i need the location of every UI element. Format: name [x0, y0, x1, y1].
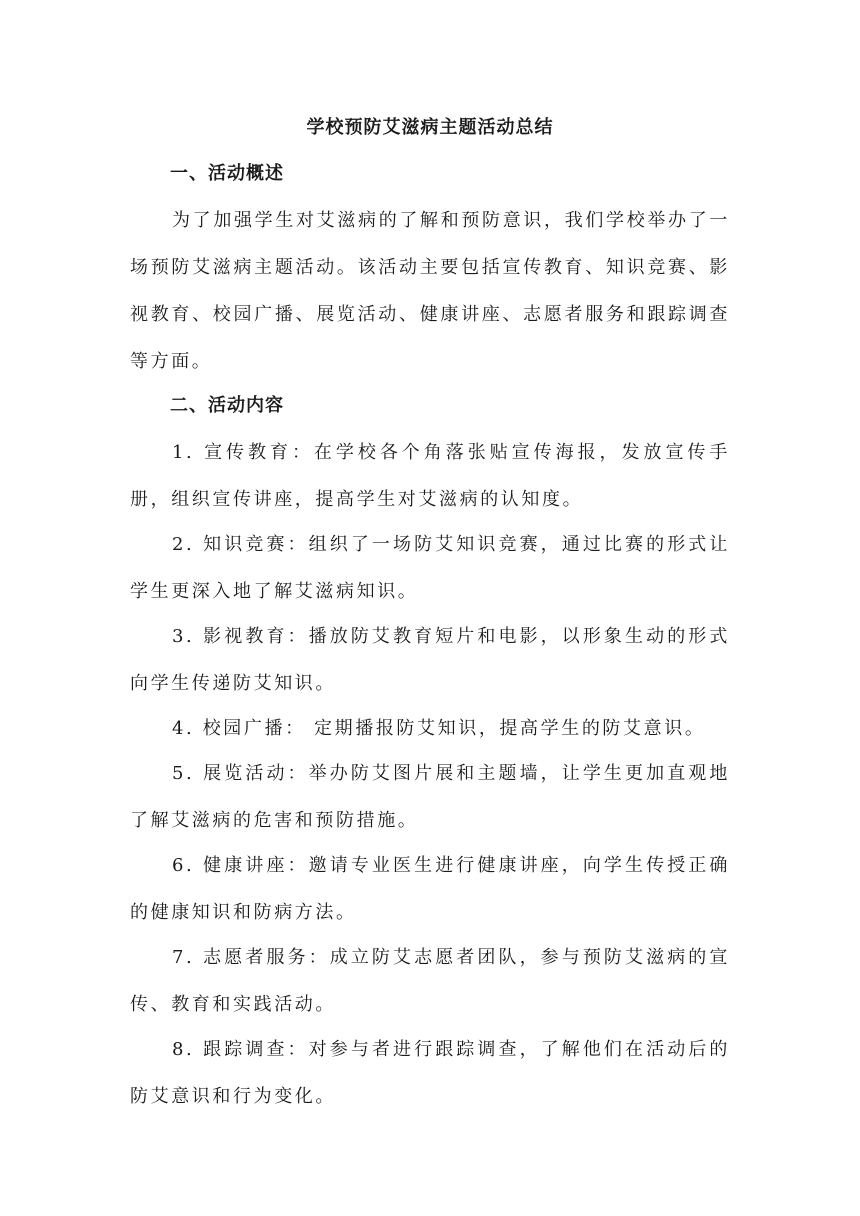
section-heading-content: 二、活动内容 — [170, 395, 284, 416]
document-title: 学校预防艾滋病主题活动总结 — [306, 117, 554, 138]
paragraph-item-7: 7. 志愿者服务：成立防艾志愿者团队，参与预防艾滋病的宣传、教育和实践活动。 — [130, 947, 730, 1015]
paragraph-item-1: 1. 宣传教育：在学校各个角落张贴宣传海报，发放宣传手册，组织宣传讲座，提高学生对艾滋病的认知度。 — [130, 442, 730, 510]
section-heading-overview: 一、活动概述 — [170, 163, 284, 184]
paragraph-item-5: 5. 展览活动：举办防艾图片展和主题墙，让学生更加直观地了解艾滋病的危害和预防措施。 — [130, 763, 730, 831]
paragraph-item-6: 6. 健康讲座：邀请专业医生进行健康讲座，向学生传授正确的健康知识和防病方法。 — [130, 855, 730, 923]
paragraph-item-8: 8. 跟踪调查：对参与者进行跟踪调查，了解他们在活动后的防艾意识和行为变化。 — [130, 1039, 730, 1107]
paragraph-overview: 为了加强学生对艾滋病的了解和预防意识，我们学校举办了一场预防艾滋病主题活动。该活动主要包括宣传教育、知识竞赛、影视教育、校园广播、展览活动、健康讲座、志愿者服务和跟踪调查等方面。 — [130, 210, 730, 372]
paragraph-item-4: 4. 校园广播： 定期播报防艾知识，提高学生的防艾意识。 — [172, 718, 706, 739]
paragraph-item-3: 3. 影视教育：播放防艾教育短片和电影，以形象生动的形式向学生传递防艾知识。 — [130, 626, 730, 694]
document-page — [130, 113, 730, 1126]
paragraph-item-2: 2. 知识竞赛：组织了一场防艾知识竞赛，通过比赛的形式让学生更深入地了解艾滋病知识。 — [130, 534, 730, 602]
